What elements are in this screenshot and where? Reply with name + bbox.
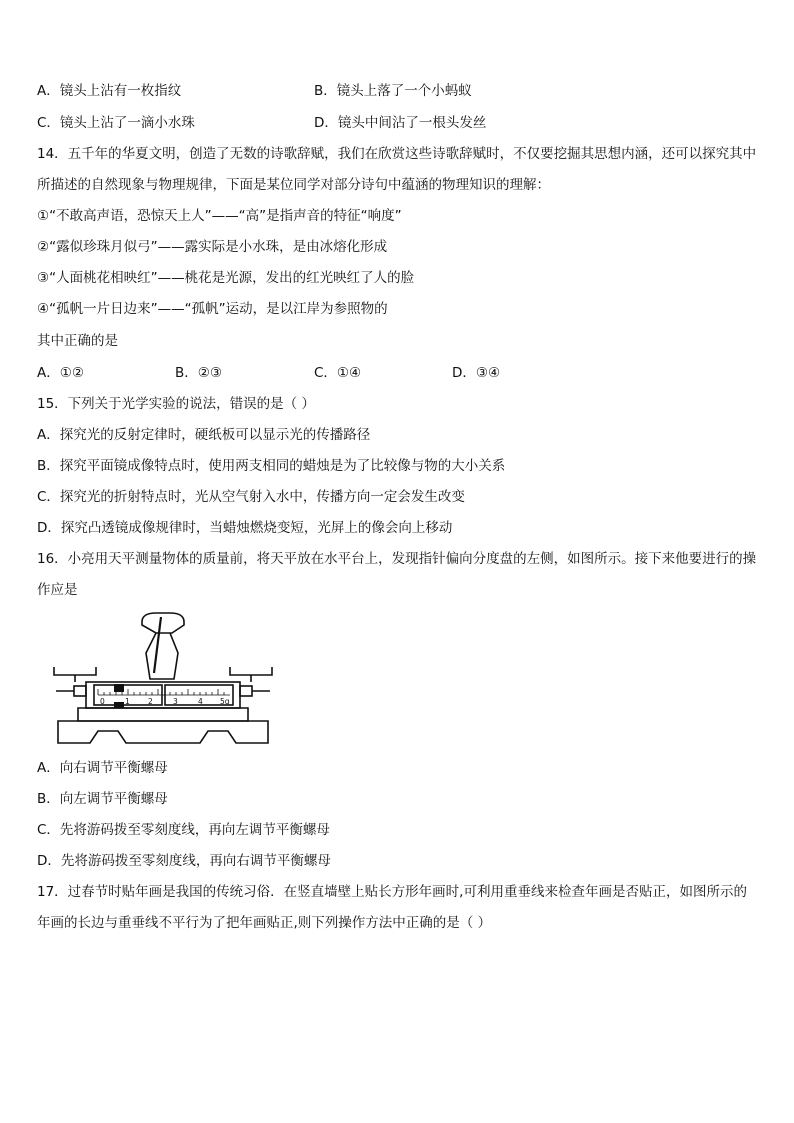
q14-option-d: D．③④ bbox=[452, 365, 501, 381]
q14-item-3: ③“人面桃花相映红”——桃花是光源，发出的红光映红了人的脸 bbox=[37, 270, 415, 286]
q13-option-b: B．镜头上落了一个小蚂蚁 bbox=[314, 83, 472, 99]
q14-option-c: C．①④ bbox=[314, 365, 362, 381]
q13-option-c: C．镜头上沾了一滴小水珠 bbox=[37, 115, 195, 131]
q13-option-d: D．镜头中间沾了一根头发丝 bbox=[314, 115, 487, 131]
q14-option-a: A．①② bbox=[37, 365, 84, 381]
scale-label: 1 bbox=[125, 697, 130, 706]
scale-label: 0 bbox=[100, 697, 105, 706]
q16-option-a: A．向右调节平衡螺母 bbox=[37, 760, 168, 776]
q15-option-c: C．探究光的折射特点时，光从空气射入水中，传播方向一定会发生改变 bbox=[37, 489, 465, 505]
q15-option-b: B．探究平面镜成像特点时，使用两支相同的蜡烛是为了比较像与物的大小关系 bbox=[37, 458, 506, 474]
scale-label: 2 bbox=[148, 697, 153, 706]
q13-option-a: A．镜头上沾有一枚指纹 bbox=[37, 83, 182, 99]
q16-stem: 16．小亮用天平测量物体的质量前，将天平放在水平台上，发现指针偏向分度盘的左侧，如图所示。接下来他要进行的操作应是 bbox=[37, 551, 757, 598]
q15-option-d: D．探究凸透镜成像规律时，当蜡烛燃烧变短，光屏上的像会向上移动 bbox=[37, 520, 453, 536]
rider-top bbox=[114, 684, 124, 692]
q17-stem: 17．过春节时贴年画是我国的传统习俗．在竖直墙壁上贴长方形年画时,可利用重垂线来检查年画是否贴正，如图所示的年画的长边与重垂线不平行为了把年画贴正,则下列操作方法中正确的是（ ） bbox=[37, 884, 747, 931]
q14-item-4: ④“孤帆一片日边来”——“孤帆”运动，是以江岸为参照物的 bbox=[37, 301, 388, 317]
q14-ask: 其中正确的是 bbox=[37, 333, 118, 349]
q14-item-2: ②“露似珍珠月似弓”——露实际是小水珠，是由冰熔化形成 bbox=[37, 239, 388, 255]
q14-option-b: B．②③ bbox=[175, 365, 222, 381]
q15-option-a: A．探究光的反射定律时，硬纸板可以显示光的传播路径 bbox=[37, 427, 371, 443]
balance-figure bbox=[48, 609, 278, 749]
scale-label: 4 bbox=[198, 697, 203, 706]
q15-stem: 15．下列关于光学实验的说法，错误的是（ ） bbox=[37, 396, 315, 412]
rider-bottom bbox=[114, 702, 124, 708]
q16-option-b: B．向左调节平衡螺母 bbox=[37, 791, 168, 807]
q16-option-c: C．先将游码拨至零刻度线，再向左调节平衡螺母 bbox=[37, 822, 330, 838]
scale-label: 5g bbox=[220, 697, 230, 706]
q16-option-d: D．先将游码拨至零刻度线，再向右调节平衡螺母 bbox=[37, 853, 331, 869]
scale-label: 3 bbox=[173, 697, 178, 706]
q14-item-1: ①“不敢高声语，恐惊天上人”——“高”是指声音的特征“响度” bbox=[37, 208, 402, 224]
q14-stem: 14．五千年的华夏文明，创造了无数的诗歌辞赋，我们在欣赏这些诗歌辞赋时，不仅要挖掘其思想内涵，还可以探究其中所描述的自然现象与物理规律，下面是某位同学对部分诗句中蕴涵的物理知识的理解： bbox=[37, 146, 757, 193]
